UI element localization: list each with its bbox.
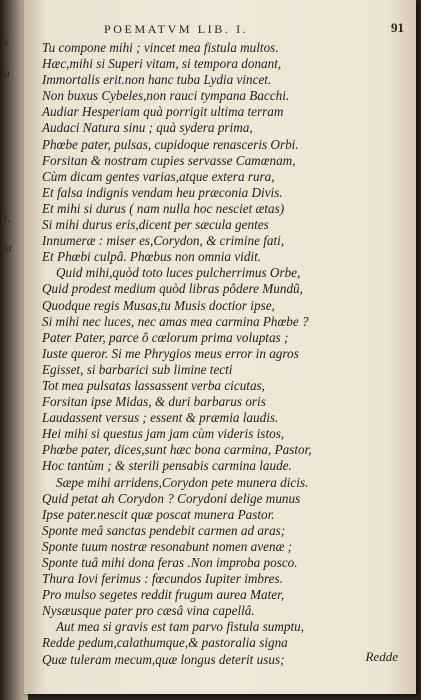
verse-line: Thura Iovi ferimus : fœcundos Iupiter imbres. — [42, 571, 283, 587]
verse-line: Audiar Hesperiam quà porrigit ultima terram — [42, 104, 284, 120]
verse-line: Sæpe mihi arridens,Corydon pete munera dicis. — [56, 474, 309, 490]
verse-line: Sponte meâ sanctas pendebit carmen ad aras; — [42, 522, 286, 538]
verse-line: Et falsa indignis vendam heu præconia Divis. — [42, 184, 283, 200]
verse-line: Phœbe pater, dices,sunt hæc bona carmina, Pastor, — [42, 442, 312, 458]
verse-line: Sponte tuâ mihi dona feras .Non improba posco. — [42, 555, 298, 570]
verse-line: Hoc tantùm ; & sterili pensabis carmina laude. — [42, 458, 292, 474]
verse-line: Pro mulso segetes reddit frugum aurea Mater, — [42, 587, 285, 603]
verse-line: Quodque regis Musas,tu Musis doctior ipse, — [42, 297, 275, 313]
verse-line: Forsitan & nostram cupies servasse Camœnam, — [42, 152, 296, 168]
verse-line: Laudassent versus ; essent & præmia laudis. — [42, 410, 279, 426]
verse-line: Non buxus Cybeles,non rauci tympana Bacchi. — [42, 88, 290, 104]
verse-line: Et mihi si durus ( nam nulla hoc nesciet ætas) — [42, 200, 285, 216]
verse-line: Quid mihi,quòd toto luces pulcherrimus Orbe, — [56, 265, 301, 281]
verse-line: Audaci Natura sinu ; quà sydera prima, — [42, 120, 253, 136]
verse-line: Egisset, si barbarici sub limine tecti — [42, 361, 233, 377]
catchword: Redde — [365, 649, 398, 664]
gutter-fragment: ı, — [4, 210, 11, 224]
page-number: 91 — [391, 20, 404, 35]
gutter-fragment: s — [4, 34, 9, 48]
verse-line: Pater Pater, parce ô cœlorum prima voluptas ; — [42, 329, 289, 345]
verse-line: Si mihi durus eris,dicent per sæcula gentes — [42, 217, 269, 233]
verse-line: Ipse pater.nescit quæ poscat munera Pastor. — [42, 506, 275, 522]
verse-line: Redde pedum,calathumque,& pastoralia signa — [42, 635, 288, 651]
verse-text — [42, 40, 408, 668]
verse-line: Hæc,mihi si Superi vitam, si tempora donant, — [42, 56, 282, 72]
verse-line: Forsitan ipse Midas, & duri barbarus oris — [42, 394, 266, 410]
verse-line: Cùm dicam gentes varias,atque extera rura, — [42, 168, 275, 184]
verse-line: Innumeræ : miser es,Corydon, & crimine fati, — [42, 233, 285, 249]
gutter-fragment: st — [4, 241, 13, 255]
page-header — [24, 22, 416, 38]
verse-line: Quid prodest medium quòd libras pôdere Mundũ, — [42, 281, 303, 297]
gutter-fragment: a — [4, 66, 10, 80]
verse-line: Tu compone mihi ; vincet mea fistula multos. — [42, 40, 279, 55]
book-page — [24, 0, 416, 694]
verse-line: Tot mea pulsatas lassassent verba cicutas, — [42, 377, 265, 393]
verse-line: Et Phœbi culpâ. Phœbus non omnia vidit. — [42, 249, 262, 265]
verse-line: Quid petat ah Corydon ? Corydoni delige munus — [42, 490, 301, 506]
verse-line: Si mihi nec luces, nec amas mea carmina Phœbe ? — [42, 313, 309, 329]
verse-line: Aut mea si gravis est tam parvo fistula sumptu, — [56, 619, 304, 635]
verse-line: Sponte tuum nostræ resonabunt nomen avenæ ; — [42, 538, 293, 554]
verse-line: Iuste queror. Si me Phrygios meus error in agros — [42, 345, 299, 361]
verse-line: Hei mihi si questus jam jam cùm videris istos, — [42, 426, 285, 442]
running-head: POEMATVM LIB. I. — [104, 22, 249, 36]
verse-line: Quæ tuleram mecum,quæ longus deterit usus; — [42, 651, 285, 667]
verse-line: Phœbe pater, pulsas, cupidoque renasceris Orbi. — [42, 136, 299, 152]
verse-line: Immortalis erit.non hanc tuba Lydia vincet. — [42, 72, 272, 88]
verse-line: Nysæusque pater pro cæsâ vina capellâ. — [42, 603, 255, 619]
